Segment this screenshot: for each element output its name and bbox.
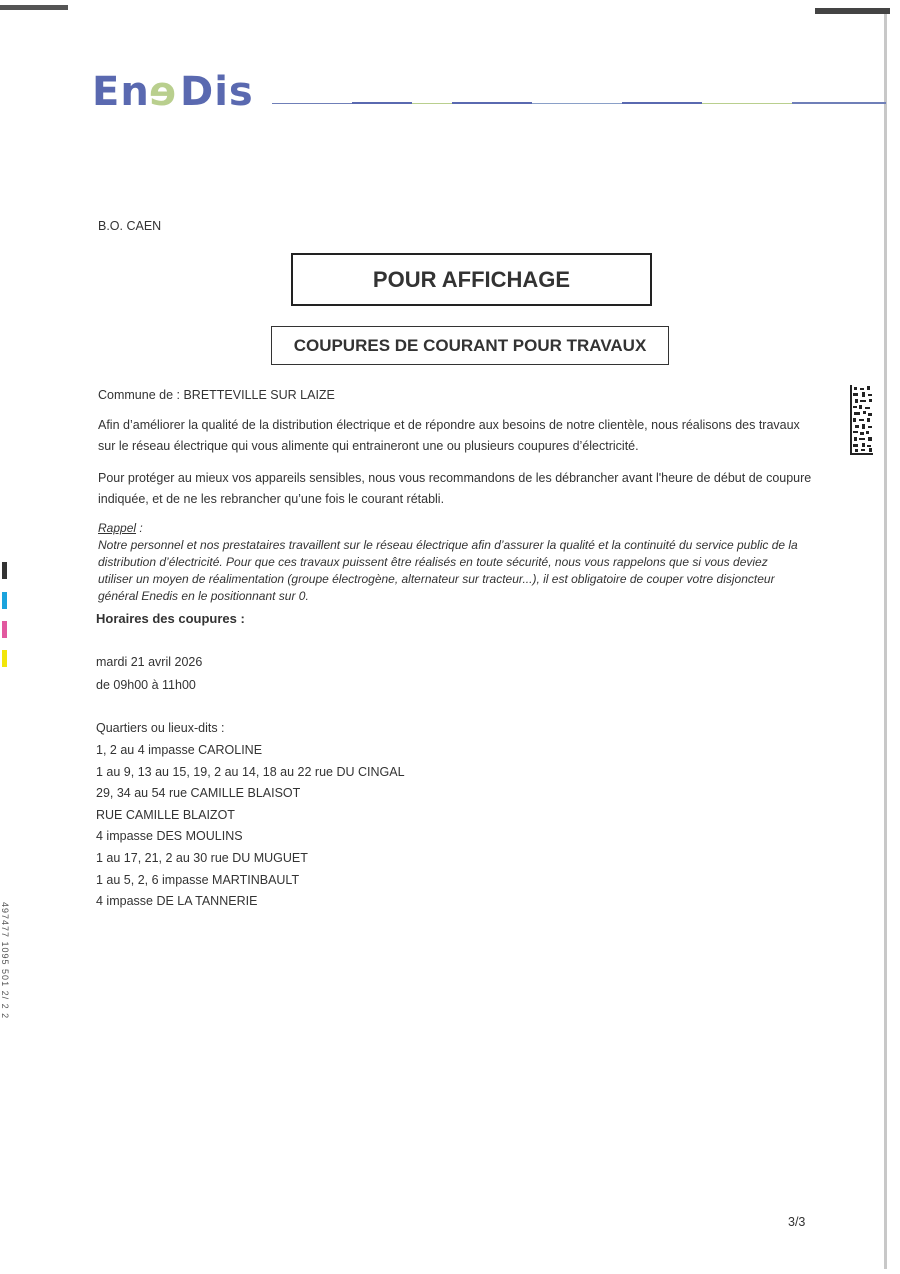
- scan-mark-top-left: [0, 5, 68, 10]
- page-subtitle: COUPURES DE COURANT POUR TRAVAUX: [293, 335, 647, 355]
- sender: B.O. CAEN: [98, 219, 162, 233]
- rappel-block: [98, 520, 798, 605]
- subtitle-box: [271, 326, 669, 365]
- print-swatch-cyan: [2, 592, 7, 609]
- outage-date: mardi 21 avril 2026: [96, 655, 203, 669]
- horaires-heading: Horaires des coupures :: [96, 611, 245, 626]
- list-item: 1 au 17, 21, 2 au 30 rue DU MUGUET: [96, 850, 308, 865]
- page-number: 3/3: [788, 1215, 806, 1229]
- scan-mark-top-right: [815, 8, 890, 14]
- list-item: 1, 2 au 4 impasse CAROLINE: [96, 743, 263, 757]
- page-edge-right: [884, 14, 887, 1269]
- outage-hours: de 09h00 à 11h00: [96, 678, 196, 692]
- quartiers-heading: Quartiers ou lieux-dits :: [96, 721, 225, 735]
- print-swatch-black: [2, 562, 7, 579]
- svg-text:En: En: [92, 69, 150, 112]
- page-title: POUR AFFICHAGE: [372, 266, 571, 292]
- enedis-logo: [92, 68, 267, 117]
- side-code: 497477 1095 501 2/ 2 2: [0, 902, 10, 1020]
- rappel-label: Rappel: [98, 521, 137, 535]
- print-swatch-yellow: [2, 650, 7, 667]
- svg-text:Dis: Dis: [180, 69, 254, 112]
- list-item: 4 impasse DE LA TANNERIE: [96, 894, 258, 909]
- paragraph-intro: Afin d’améliorer la qualité de la distribution électrique et de répondre aux besoins de notre clientèle, nous réalisons des travaux sur le réseau électrique qui vous alimente qui entraineront une ou plusieurs coupures d’électricité.: [98, 418, 800, 453]
- datamatrix-code: [850, 385, 873, 455]
- paragraph-advice: Pour protéger au mieux vos appareils sensibles, nous vous recommandons de les débrancher avant l'heure de début de coupure indiquée, et de ne les rebrancher qu’une fois le courant rétabli.: [98, 471, 812, 506]
- list-item: 1 au 9, 13 au 15, 19, 2 au 14, 18 au 22 rue DU CINGAL: [96, 764, 405, 779]
- list-item: 1 au 5, 2, 6 impasse MARTINBAULT: [96, 872, 300, 887]
- list-item: 29, 34 au 54 rue CAMILLE BLAISOT: [96, 786, 301, 801]
- title-box: [291, 253, 652, 306]
- rappel-text: Notre personnel et nos prestataires travaillent sur le réseau électrique afin d’assurer la qualité et la continuité du service public de la distribution d’électricité. Pour que ces travaux puissent être réalisés en toute sécurité, nous vous rappelons que si vous deviez utiliser un moyen de réalimentation (groupe électrogène, alternateur sur tracteur...), il est obligatoire de couper votre disjoncteur général Enedis en le positionnant sur 0.: [98, 538, 798, 603]
- rappel-colon: :: [136, 521, 143, 535]
- list-item: 4 impasse DES MOULINS: [96, 829, 243, 844]
- logo-rule: [272, 102, 886, 105]
- commune: Commune de : BRETTEVILLE SUR LAIZE: [98, 388, 335, 402]
- list-item: RUE CAMILLE BLAIZOT: [96, 807, 235, 822]
- svg-text:e: e: [148, 69, 176, 112]
- enedis-logo-graphic: [92, 68, 267, 112]
- lieux-list: [96, 740, 405, 913]
- print-swatch-magenta: [2, 621, 7, 638]
